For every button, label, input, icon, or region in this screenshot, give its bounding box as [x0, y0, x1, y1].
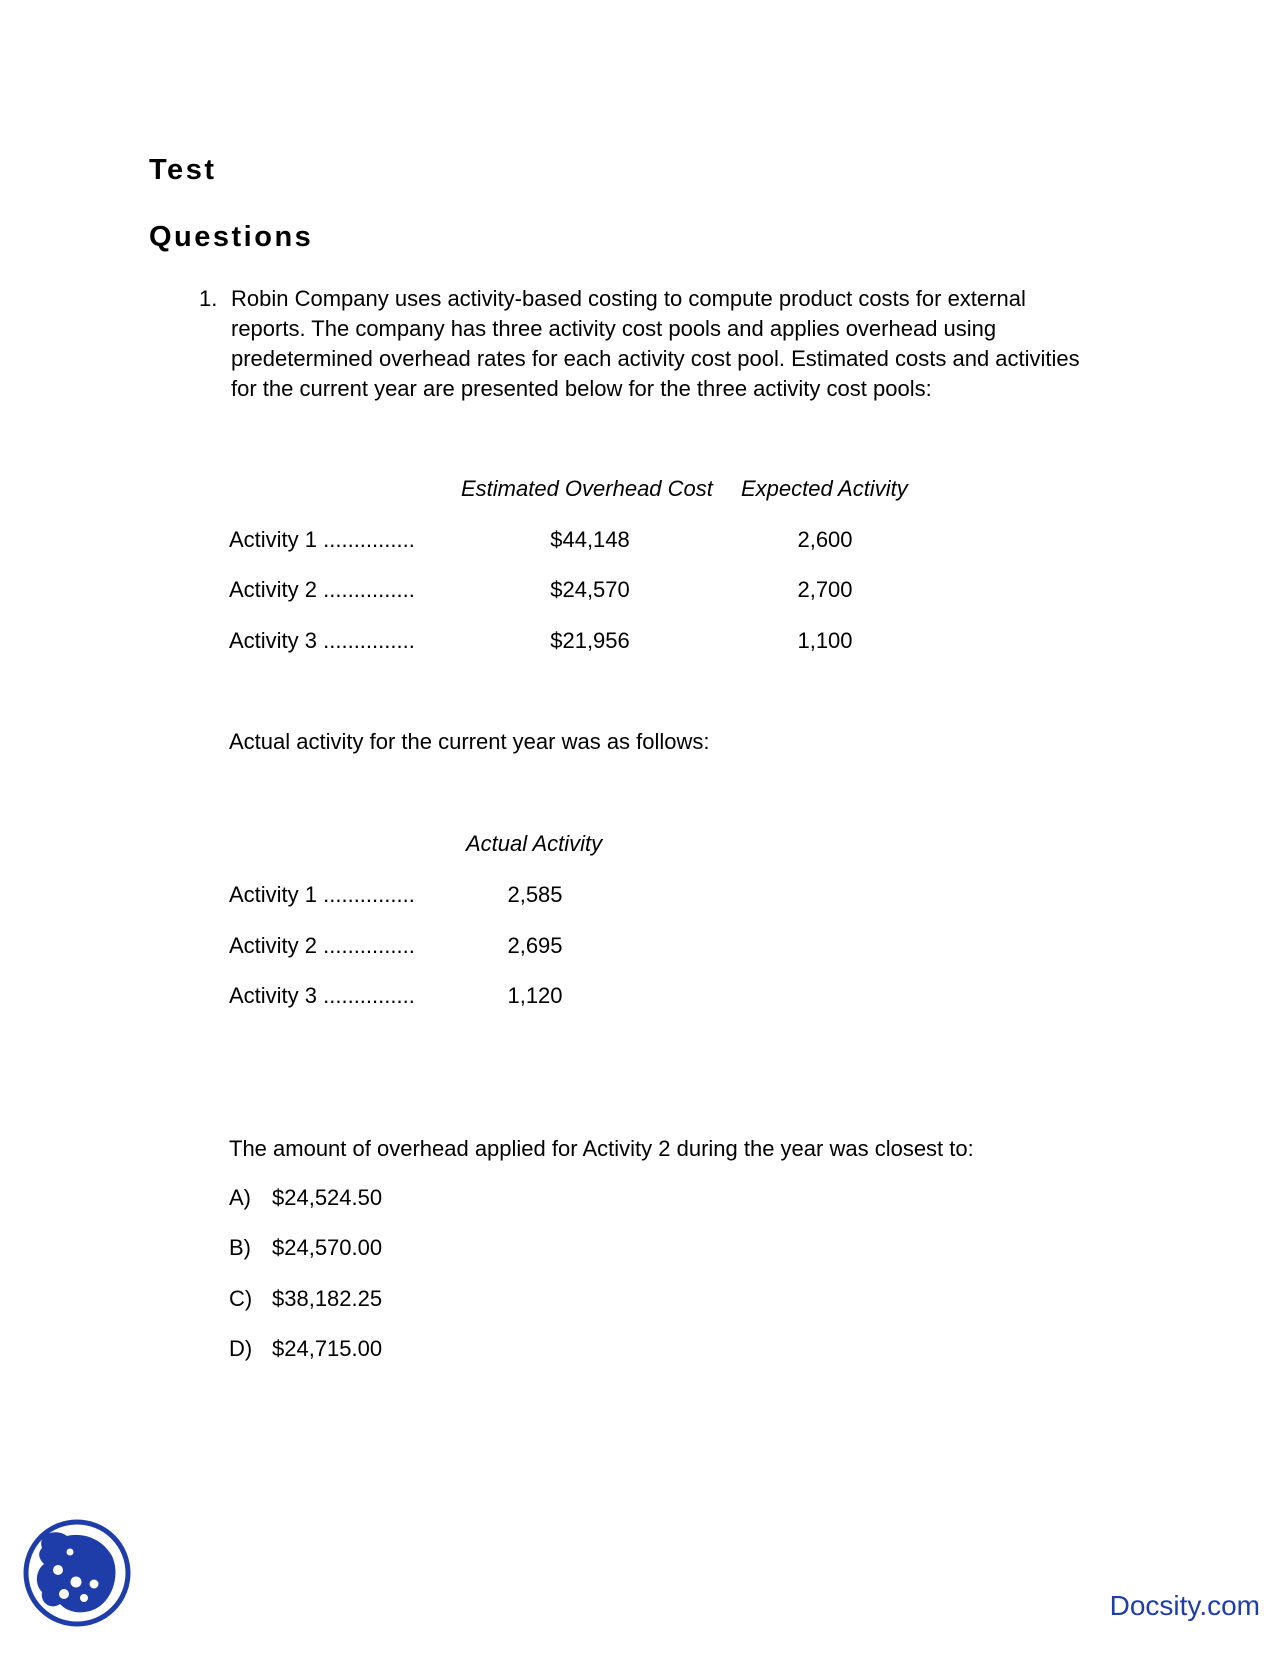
- option-a-value: $24,524.50: [272, 1185, 383, 1210]
- column-header-expected-activity: Expected Activity: [741, 476, 908, 501]
- cost-activity-3: $21,956: [550, 628, 630, 653]
- row-label-actual-3: Activity 3 ...............: [229, 983, 415, 1008]
- cost-activity-1: $44,148: [550, 527, 630, 552]
- expected-activity-3: 1,100: [797, 628, 853, 653]
- option-d-value: $24,715.00: [272, 1336, 383, 1361]
- row-label-activity-3: Activity 3 ...............: [229, 628, 415, 653]
- question-prompt: The amount of overhead applied for Activity 2 during the year was closest to:: [229, 1136, 974, 1161]
- option-c-letter: C): [229, 1286, 253, 1311]
- row-label-activity-2: Activity 2 ...............: [229, 577, 415, 602]
- question-line: predetermined overhead rates for each activity cost pool. Estimated costs and activities: [231, 346, 1080, 371]
- option-a-letter: A): [229, 1185, 251, 1210]
- question-text: [231, 284, 1131, 404]
- option-b-value: $24,570.00: [272, 1235, 383, 1260]
- expected-activity-2: 2,700: [797, 577, 853, 602]
- page-subtitle: Questions: [149, 221, 314, 253]
- question-number: 1.: [199, 286, 218, 311]
- row-label-activity-1: Activity 1 ...............: [229, 527, 415, 552]
- option-c-value: $38,182.25: [272, 1286, 383, 1311]
- cost-activity-2: $24,570: [550, 577, 630, 602]
- page-title: Test: [149, 154, 217, 186]
- docsity-logo-icon: [22, 1518, 132, 1628]
- row-label-actual-2: Activity 2 ...............: [229, 933, 415, 958]
- actual-activity-1: 2,585: [507, 882, 563, 907]
- question-line: for the current year are presented below for the three activity cost pools:: [231, 376, 932, 401]
- option-b-letter: B): [229, 1235, 251, 1260]
- column-header-estimated-cost: Estimated Overhead Cost: [461, 476, 713, 501]
- column-header-actual-activity: Actual Activity: [466, 831, 603, 856]
- actual-activity-3: 1,120: [507, 983, 563, 1008]
- actual-intro-text: Actual activity for the current year was as follows:: [229, 729, 710, 754]
- actual-activity-2: 2,695: [507, 933, 563, 958]
- option-d-letter: D): [229, 1336, 253, 1361]
- expected-activity-1: 2,600: [797, 527, 853, 552]
- row-label-actual-1: Activity 1 ...............: [229, 882, 415, 907]
- docsity-brand-link[interactable]: Docsity.com: [1109, 1590, 1260, 1621]
- question-line: reports. The company has three activity cost pools and applies overhead using: [231, 316, 997, 341]
- question-line: Robin Company uses activity-based costing to compute product costs for external: [231, 286, 1026, 311]
